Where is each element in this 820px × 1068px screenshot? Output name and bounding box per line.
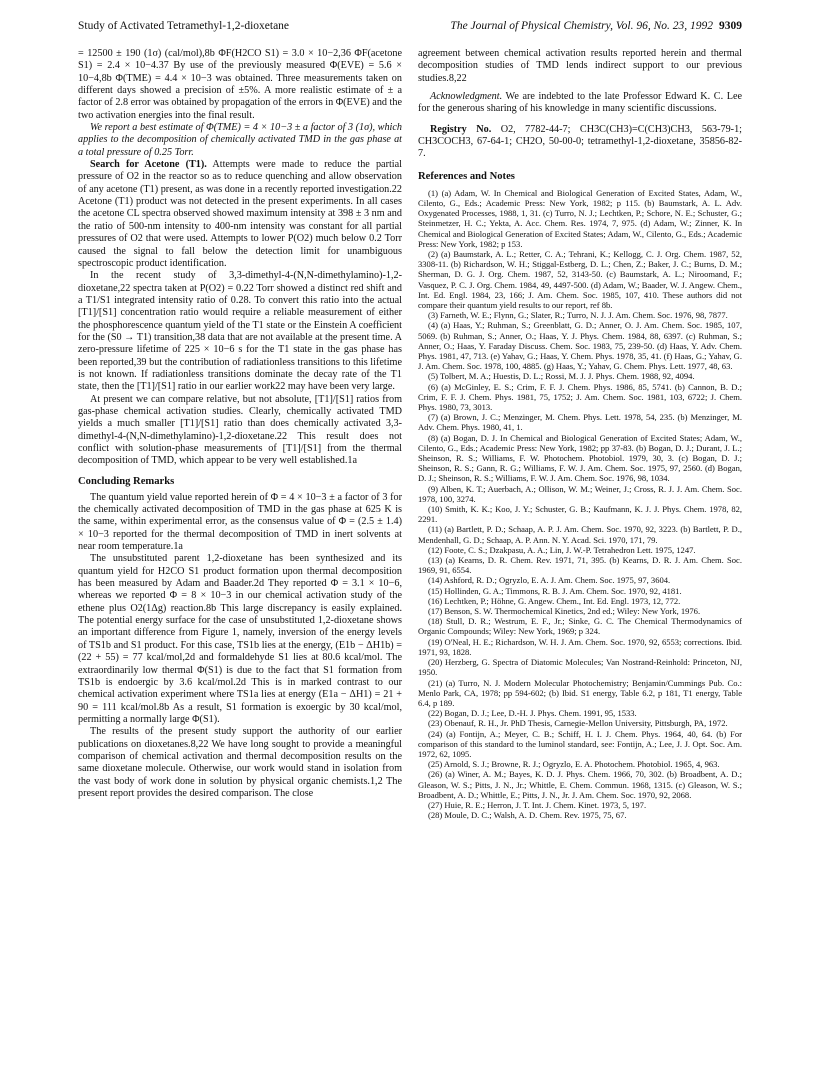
reference-item: (24) (a) Fontijn, A.; Meyer, C. B.; Schiff, H. I. J. Chem. Phys. 1964, 40, 64. (b) For comparison of this standard to the luminol standard, see: Fontijn, A.; Lee, J. J. Opt. Soc. Am. 1972, 62, 1095.	[418, 728, 742, 759]
reference-item: (11) (a) Bartlett, P. D.; Schaap, A. P. J. Am. Chem. Soc. 1970, 92, 3223. (b) Bartlett, P. D., Mendenhall, G. D.; Schaap, A. P. Ann. N. Y. Acad. Sci. 1970, 171, 79.	[418, 524, 742, 545]
paragraph-results-support: The results of the present study support the authority of our earlier publications on dioxetanes.8,22 We have long sought to provide a meaningful comparison of chemical activation and thermal decomposition results on the same dioxetane molecule. Otherwise, our work would stand in isolation from the vast body of work done in solution by physical organic chemists.1,2 The present report provides the desired comparison. The close	[78, 726, 402, 799]
reference-item: (4) (a) Haas, Y.; Ruhman, S.; Greenblatt, G. D.; Anner, O. J. Am. Chem. Soc. 1985, 107, 5069. (b) Ruhman, S.; Anner, O.; Haas, Y. J. Phys. Chem. 1984, 88, 6397. (c) Ruhman, S.; Anner, O.; Haas, Y. Faraday Discuss. Chem. Soc. 1983, 75, 239-50. (d) Haas, Y. Adv. Chem. Phys. 1981, 47, 713. (e) Yahav, G.; Haas, Y. Chem. Phys. 1978, 35, 41. (f) Haas, G.; Yahav, G. J. Am. Chem. Soc. 1978, 100, 4885. (g) Haas, Y.; Yahav, G. Chem. Phys. Lett. 1977, 48, 63.	[418, 320, 742, 372]
reference-item: (23) Obenauf, R. H., Jr. PhD Thesis, Carnegie-Mellon University, Pittsburgh, PA, 1972.	[428, 718, 728, 729]
paragraph-comparison: At present we can compare relative, but not absolute, [T1]/[S1] ratios from gas-phase chemical activation studies. Clearly, chemically activated TMD yields a much smaller [T1]/[S1] ratio than does chemically activated 3,3-dimethyl-4-(N,N-dimethylamino)-1,2-dioxetane.22 This result does not conflict with solution-phase measurements of [T1]/[S1] from the thermal decomposition of TMD, which appear to be very well established.1a	[78, 393, 402, 467]
reference-item: (3) Farneth, W. E.; Flynn, G.; Slater, R.; Turro, N. J. J. Am. Chem. Soc. 1976, 98, 7877.	[428, 310, 728, 321]
right-column	[418, 48, 742, 820]
reference-item: (6) (a) McGinley, E. S.; Crim, F. F. J. Chem. Phys. 1986, 85, 5741. (b) Cannon, B. D.; Crim, F. F. J. Chem. Phys. 1981, 75, 1752; J. Am. Chem. Soc. 1981, 103, 6722; J. Chem. Phys. 1980, 73, 3013.	[418, 381, 742, 413]
journal-info	[450, 20, 742, 32]
reference-item: (18) Stull, D. R.; Westrum, E. F., Jr.; Sinke, G. C. The Chemical Thermodynamics of Organic Compounds; Wiley: New York, 1969; p 324.	[418, 616, 742, 637]
reference-item: (5) Tolbert, M. A.; Huestis, D. L.; Rossi, M. J. J. Phys. Chem. 1988, 92, 4094.	[428, 371, 695, 382]
reference-item: (28) Moule, D. C.; Walsh, A. D. Chem. Rev. 1975, 75, 67.	[428, 810, 627, 821]
reference-item: (13) (a) Kearns, D. R. Chem. Rev. 1971, 71, 395. (b) Kearns, D. R. J. Am. Chem. Soc. 1969, 91, 6554.	[418, 555, 742, 576]
reference-item: (15) Hollinden, G. A.; Timmons, R. B. J. Am. Chem. Soc. 1970, 92, 4181.	[428, 585, 682, 596]
acetone-search-body: Attempts were made to reduce the partial pressure of O2 in the reactor so as to reduce quenching and allow observation of any acetone (T1) present, as was done in a recently reported investigation.22 Acetone (T1) product was not detected in the present experiments. In all cases the acetone CL spectra observed showed maximum intensity at 398 ± 3 nm and the ratio of 500-nm intensity to 400-nm intensity was constant for all partial pressures of O2 that were used. Attempts to lower P(O2) much below 0.2 Torr caused the signal to fall below the detection limit for unambiguous spectroscopic product identification.	[78, 159, 402, 269]
references-heading: References and Notes	[418, 170, 515, 182]
reference-item: (27) Huie, R. E.; Herron, J. T. Int. J. Chem. Kinet. 1973, 5, 197.	[428, 799, 647, 810]
reference-item: (26) (a) Winer, A. M.; Bayes, K. D. J. Phys. Chem. 1966, 70, 302. (b) Broadbent, A. D.; Gleason, W. S.; Pitts, J. N., Jr.; Whittle, E. Chem. Commun. 1968, 1315. (c) Gleason, W. S.; Broadbent, A. D.; Whittle, E.; Pitts, J. N., Jr. J. Am. Chem. Soc. 1970, 92, 2068.	[418, 769, 742, 800]
acknowledgment-lead: Acknowledgment.	[430, 91, 503, 103]
running-header	[78, 20, 742, 36]
section-heading: Concluding Remarks	[78, 475, 175, 487]
reference-item: (9) Alben, K. T.; Auerbach, A.; Ollison, W. M.; Weiner, J.; Cross, R. J. J. Am. Chem. Soc. 1978, 100, 3274.	[418, 483, 742, 504]
acetone-search-lead: Search for Acetone (T1).	[90, 159, 207, 171]
paragraph-best-estimate: We report a best estimate of Φ(TME) = 4 × 10−3 ± a factor of 3 (1σ), which applies to the decomposition of chemically activated TMD in the gas phase at a total pressure of 0.25 Torr.	[78, 122, 402, 158]
reference-item: (19) O'Neal, H. E.; Richardson, W. H. J. Am. Chem. Soc. 1970, 92, 6553; corrections. Ibid. 1971, 93, 1828.	[418, 636, 742, 657]
page-number: 9309	[719, 20, 742, 32]
reference-item: (14) Ashford, R. D.; Ogryzlo, E. A. J. Am. Chem. Soc. 1975, 97, 3604.	[428, 575, 671, 586]
paragraph-quantum-yield: The quantum yield value reported herein of Φ = 4 × 10−3 ± a factor of 3 for the chemically activated decomposition of TMD in the gas phase at 625 K is the same, within experimental error, as the consensus value of Φ = (2.5 ± 1.4) × 10−3 reported for the thermal decomposition of TMD in inert solvents at near room temperature.1a	[78, 491, 402, 553]
registry-numbers	[418, 124, 742, 161]
reference-item: (22) Bogan, D. J.; Lee, D.-H. J. Phys. Chem. 1991, 95, 1533.	[428, 708, 637, 719]
reference-item: (16) Lechtken, P.; Höhne, G. Angew. Chem., Int. Ed. Engl. 1973, 12, 772.	[428, 595, 681, 606]
left-column	[78, 48, 402, 800]
paragraph-results: = 12500 ± 190 (1σ) (cal/mol),8b ΦF(H2CO S1) = 3.0 × 10−2,36 ΦF(acetone S1) = 2.4 × 10−4.37 By use of the previously measured Φ(EVE) = 5.6 × 10−4,8b Φ(TME) = 4.4 × 10−3 was obtained. Three measurements taken on different days showed a precision of ±5%. A more realistic estimate of ± a factor of 2.8 error was obtained by propagation of the errors in Φ(EVE) and the two activation energies into the final result.	[78, 48, 402, 121]
registry-body: O2, 7782-44-7; CH3C(CH3)=C(CH3)CH3, 563-79-1; CH3COCH3, 67-64-1; CH2O, 50-00-0; tetramethyl-1,2-dioxetane, 35856-82-7.	[418, 123, 742, 160]
reference-item: (17) Benson, S. W. Thermochemical Kinetics, 2nd ed.; Wiley: New York, 1976.	[428, 606, 701, 617]
reference-item: (20) Herzberg, G. Spectra of Diatomic Molecules; Van Nostrand-Reinhold: Princeton, NJ, 1950.	[418, 657, 742, 678]
reference-item: (2) (a) Baumstark, A. L.; Retter, C. A.; Tehrani, K.; Kellogg, C. J. Org. Chem. 1987, 52, 3308-11. (b) Richardson, W. H.; Stiggal-Estberg, D. L.; Chen, Z.; Baker, J. C.; Burns, D. M.; Sherman, D. G. J. Org. Chem. 1987, 52, 3143-50. (c) Baumstark, A. L.; Niroomand, F.; Vasquez, P. C. J. Org. Chem. 1984, 49, 4497-500. (d) Adam, W.; Baader, W. J. Angew. Chem., Int. Ed. Engl. 1984, 23, 166; J. Am. Chem. Soc. 1985, 107, 410. These authors did not compare their quantum yield results to our report, ref 8b.	[418, 248, 742, 310]
acknowledgment	[418, 91, 742, 116]
reference-item: (25) Arnold, S. J.; Browne, R. J.; Ogryzlo, E. A. Photochem. Photobiol. 1965, 4, 963.	[428, 759, 720, 770]
reference-item: (10) Smith, K. K.; Koo, J. Y.; Schuster, G. B.; Kaufmann, K. J. J. Phys. Chem. 1978, 82, 2291.	[418, 504, 742, 525]
reference-item: (7) (a) Brown, J. C.; Menzinger, M. Chem. Phys. Lett. 1978, 54, 235. (b) Menzinger, M. Adv. Chem. Phys. 1980, 41, 1.	[418, 412, 742, 433]
registry-lead: Registry No.	[430, 123, 492, 135]
reference-item: (12) Foote, C. S.; Dzakpasu, A. A.; Lin, J. W.-P. Tetrahedron Lett. 1975, 1247.	[428, 544, 696, 555]
paragraph-recent-study: In the recent study of 3,3-dimethyl-4-(N,N-dimethylamino)-1,2-dioxetane,22 spectra taken at P(O2) = 0.22 Torr showed a distinct red shift and a T1/S1 integrated intensity ratio of 0.28. To convert this ratio into the actual [T1]/[S1] concentration ratio would require a reliable measurement of either the phosphorescence quantum yield of the T1 state or the Einstein A coefficient for the (S0 → T1) transition,38 data that are not available at the present time. A zero-pressure lifetime of 225 × 10−6 s for the T1 state in the gas phase has been reported,39 but the contribution of radiationless transitions to this lifetime is not known. If radiationless transitions dominate the decay rate of the T1 state, then the [T1]/[S1] ratio in our earlier work22 may have been very large.	[78, 270, 402, 393]
paragraph-agreement: agreement between chemical activation results reported herein and thermal decomposition studies of TMD lends indirect support to our previous studies.8,22	[418, 48, 742, 84]
reference-item: (21) (a) Turro, N. J. Modern Molecular Photochemistry; Benjamin/Cummings Pub. Co.: Menlo Park, CA, 1978; pp 594-602; (b) Ibid. S1 energy, Table 6.2, p 181, T1 energy, Table 6.4, p 189.	[418, 677, 742, 708]
running-title: Study of Activated Tetramethyl-1,2-dioxetane	[78, 20, 290, 32]
reference-item: (8) (a) Bogan, D. J. In Chemical and Biological Generation of Excited States; Adam, W., Cilento, G., Eds.; Academic Press: New York, 1982; pp 37-83. (b) Bogan, D. J.; Durant, J. L.; Sheinson, R. S.; Williams, F. W. Photochem. Photobiol. 1979, 30, 3. (c) Bogan, D. J.; Sheinson, R. S.; Gann, R. G.; Williams, F. W. J. Am. Chem. Soc. 1975, 97, 2560. (d) Bogan, D. J.; Sheinson, R. S.; Williams, F. W. J. Am. Chem. Soc. 1976, 98, 1034.	[418, 432, 742, 484]
paragraph-acetone-search	[78, 159, 402, 270]
references-list	[418, 188, 742, 821]
journal-citation: The Journal of Physical Chemistry, Vol. 96, No. 23, 1992	[450, 20, 713, 32]
reference-item: (1) (a) Adam, W. In Chemical and Biological Generation of Excited States, Adam, W., Cilento, G., Eds.; Academic Press: New York, 1982; p 115. (b) Baumstark, A. L. Adv. Oxygenated Processes, 1988, 1, 31. (c) Turro, N. J.; Lechtken, P.; Schore, N. E.; Schuster, G.; Steinmetzer, H. C.; Yekta, A. Acc. Chem. Res. 1974, 7, 975. (d) Adam, W.; Zinner, K. In Chemical and Biological Generation of Excited States; Adam, W., Cilento, G., Eds.; Academic Press: New York, 1982; p 153.	[418, 187, 742, 249]
paragraph-unsubstituted: The unsubstituted parent 1,2-dioxetane has been synthesized and its quantum yield for H2CO S1 product formation upon thermal decomposition has been measured by Adam and Baader.2d They reported Φ = 3.1 × 10−6, whereas we reported Φ = 8 × 10−3 in our chemical activation study of the ethene plus O2(1Δg) reaction.8b This large discrepancy is easily explained. The potential energy surface for the case of unsubstituted 1,2-dioxetane shows an important difference from Figure 1, namely, inversion of the energy levels of TS1b and S1 product. For this case, TS1b lies at the energy, (E1b − ΔH1b) = (22 + 55) = 77 kcal/mol,2d and formaldehyde S1 lies at 80.6 kcal/mol. The extraordinarily low thermal Φ(S1) is due to the fact that S1 formation from TS1b is endoergic by 3.6 kcal/mol.2d This is in marked contrast to our chemical activation experiment where TS1a lies at energy (E1a − ΔH1) = 21 + 90 = 111 kcal/mol.8b As a result, S1 formation is exoergic by 30 kcal/mol, permitting a normally large Φ(S1).	[78, 553, 402, 725]
acknowledgment-body: We are indebted to the late Professor Edward K. C. Lee for the generous sharing of his knowledge in many scientific discussions.	[418, 91, 742, 115]
